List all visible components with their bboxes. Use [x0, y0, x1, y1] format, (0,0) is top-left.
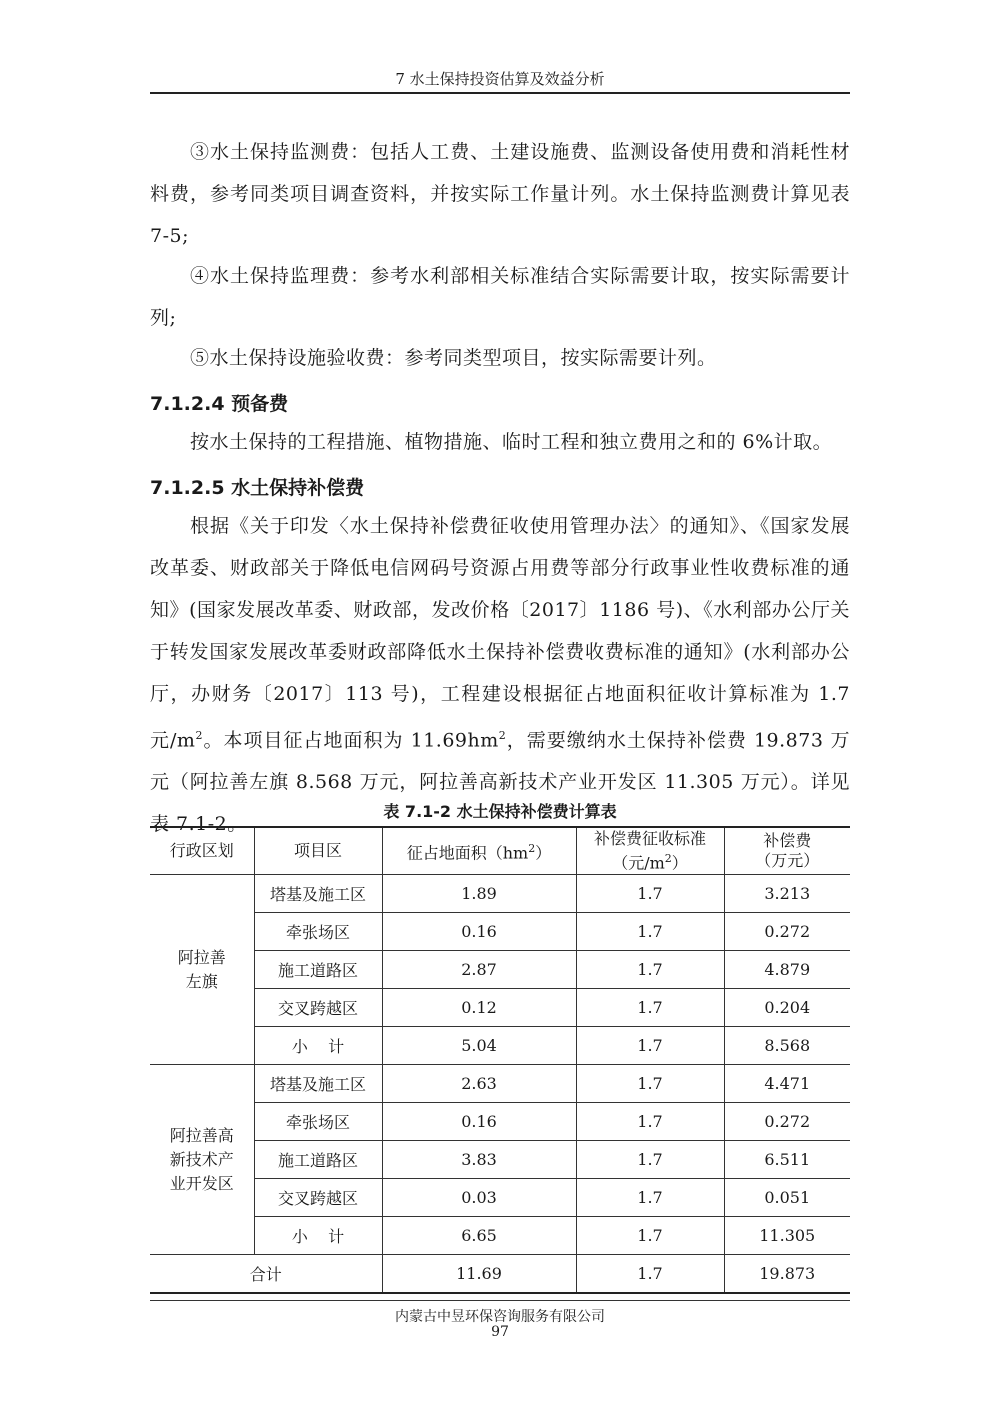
table-row — [150, 913, 850, 951]
table-row — [150, 1065, 850, 1103]
region-cell-alxa-hightech: 阿拉善高 新技术产 业开发区 — [150, 1065, 254, 1255]
cell-area: 0.12 — [382, 989, 576, 1027]
table-row — [150, 989, 850, 1027]
cell-standard: 1.7 — [576, 1217, 724, 1255]
cell-area: 2.87 — [382, 951, 576, 989]
header-fee: 补偿费 （万元） — [724, 827, 850, 875]
cell-item: 牵张场区 — [254, 1103, 382, 1141]
cell-area: 5.04 — [382, 1027, 576, 1065]
table-row — [150, 875, 850, 913]
header-standard: 补偿费征收标准 （元$/m^2$） — [576, 827, 724, 875]
cell-standard: 1.7 — [576, 1141, 724, 1179]
section-heading-compensation-fee: 7.1.2.5 水土保持补偿费 — [150, 477, 365, 499]
cell-area: 3.83 — [382, 1141, 576, 1179]
cell-item: 塔基及施工区 — [254, 875, 382, 913]
cell-fee: 0.204 — [724, 989, 850, 1027]
cell-fee: 11.305 — [724, 1217, 850, 1255]
table-row — [150, 1141, 850, 1179]
cell-fee: 3.213 — [724, 875, 850, 913]
cell-area: 6.65 — [382, 1217, 576, 1255]
table-caption: 表 7.1-2 水土保持补偿费计算表 — [383, 802, 617, 821]
cell-area: 0.16 — [382, 913, 576, 951]
paragraph-reserve-fee: 按水土保持的工程措施、植物措施、临时工程和独立费用之和的 6%计取。 — [190, 431, 833, 453]
cell-fee: 0.051 — [724, 1179, 850, 1217]
footer-company: 内蒙古中昱环保咨询服务有限公司 — [395, 1309, 605, 1325]
cell-fee: 6.511 — [724, 1141, 850, 1179]
cell-item: 施工道路区 — [254, 1141, 382, 1179]
cell-item: 小 计 — [254, 1027, 382, 1065]
cell-standard: 1.7 — [576, 1179, 724, 1217]
header-region: 行政区划 — [150, 827, 254, 875]
cell-area: 11.69 — [382, 1255, 576, 1294]
cell-fee: 0.272 — [724, 1103, 850, 1141]
cell-standard: 1.7 — [576, 951, 724, 989]
cell-standard: 1.7 — [576, 1255, 724, 1294]
table-row-subtotal — [150, 1217, 850, 1255]
cell-standard: 1.7 — [576, 1103, 724, 1141]
header-area: 征占地面积$(hm^2)$ — [382, 827, 576, 875]
compensation-fee-table — [150, 826, 850, 1294]
table-row — [150, 1179, 850, 1217]
paragraph-monitoring-fee: ③水土保持监测费：包括人工费、土建设施费、监测设备使用费和消耗性材料费，参考同类项目调查资料，并按实际工作量计列。水土保持监测费计算见表7-5; — [150, 141, 850, 247]
section-heading-reserve-fee: 7.1.2.4 预备费 — [150, 393, 289, 415]
paragraph-supervision-fee: ④水土保持监理费：参考水利部相关标准结合实际需要计取，按实际需要计列; — [150, 265, 850, 329]
cell-area: 0.16 — [382, 1103, 576, 1141]
cell-standard: 1.7 — [576, 989, 724, 1027]
cell-area: 1.89 — [382, 875, 576, 913]
cell-item: 交叉跨越区 — [254, 1179, 382, 1217]
footer-divider — [150, 1300, 850, 1301]
region-cell-alxa-left: 阿拉善 左旗 — [150, 875, 254, 1065]
table-row — [150, 1103, 850, 1141]
cell-total-label: 合计 — [150, 1255, 382, 1294]
paragraph-acceptance-fee: ⑤水土保持设施验收费：参考同类型项目，按实际需要计列。 — [190, 347, 717, 369]
cell-standard: 1.7 — [576, 1027, 724, 1065]
cell-item: 交叉跨越区 — [254, 989, 382, 1027]
table-row — [150, 951, 850, 989]
table-row-total — [150, 1255, 850, 1294]
page-number: 97 — [491, 1324, 509, 1340]
cell-fee: 0.272 — [724, 913, 850, 951]
page-header: 7 水土保持投资估算及效益分析 — [395, 70, 605, 88]
cell-item: 施工道路区 — [254, 951, 382, 989]
cell-item: 塔基及施工区 — [254, 1065, 382, 1103]
cell-standard: 1.7 — [576, 1065, 724, 1103]
header-item: 项目区 — [254, 827, 382, 875]
table-header-row — [150, 827, 850, 875]
paragraph-compensation-fee: 根据《关于印发〈水土保持补偿费征收使用管理办法〉的通知》、《国家发展改革委、财政部关于降低电信网码号资源占用费等部分行政事业性收费标准的通知》(国家发展改革委、财政部，发改价格〔2017〕1186 号)、《水利部办公厅关于转发国家发展改革委财政部降低水土保持补偿费收费标准的通知》(水利部办公厅，办财务〔2017〕113 号)，工程建设根据征占地面积征收计算标准为 1.7 元$/m^2$。本项目征占地面积为 $11.69hm^2$，需要缴纳水土保持补偿费 19.873 万元（阿拉善左旗 8.568 万元，阿拉善高新技术产业开发区 11.305 万元）。详见表 7.1-2。 — [150, 515, 851, 836]
cell-fee: 4.879 — [724, 951, 850, 989]
cell-fee: 8.568 — [724, 1027, 850, 1065]
cell-fee: 19.873 — [724, 1255, 850, 1294]
cell-standard: 1.7 — [576, 875, 724, 913]
cell-item: 牵张场区 — [254, 913, 382, 951]
cell-standard: 1.7 — [576, 913, 724, 951]
table-row-subtotal — [150, 1027, 850, 1065]
cell-fee: 4.471 — [724, 1065, 850, 1103]
header-divider — [150, 92, 850, 94]
cell-area: 0.03 — [382, 1179, 576, 1217]
cell-area: 2.63 — [382, 1065, 576, 1103]
cell-item: 小 计 — [254, 1217, 382, 1255]
